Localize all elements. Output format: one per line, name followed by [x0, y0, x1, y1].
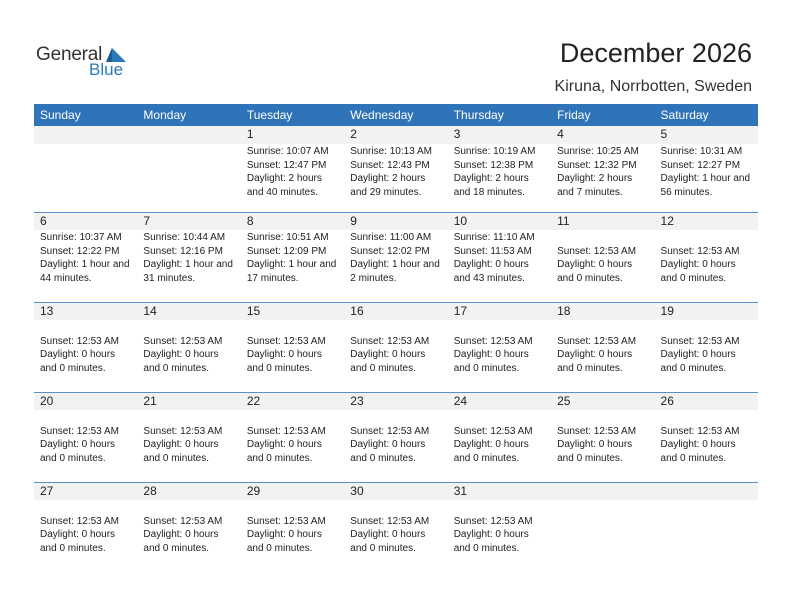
daylight-text: 56 minutes. [660, 186, 713, 198]
sunrise-text: Sunrise: 10:13 AM [350, 146, 432, 157]
day-number [551, 482, 654, 500]
calendar-week-row [34, 126, 758, 212]
sunset-text: Sunset: 12:32 PM [557, 159, 637, 171]
sunrise-text: Sunrise: 10:44 AM [143, 232, 226, 243]
day-number: 12 [655, 212, 758, 230]
daylight-text: and 0 minutes. [453, 452, 520, 464]
day-sun-info [448, 230, 551, 285]
sunset-text: Sunset: 12:53 AM [246, 335, 326, 347]
day-number: 10 [448, 212, 551, 230]
day-sun-info [344, 410, 447, 465]
day-sun-info [448, 320, 551, 375]
daylight-text: Daylight: 2 hours [557, 173, 633, 184]
calendar-day-cell [551, 392, 654, 482]
sunset-text: Sunset: 12:53 AM [40, 425, 119, 437]
daylight-text: and 43 minutes. [453, 272, 525, 284]
sunset-text: Sunset: 12:53 AM [557, 425, 637, 437]
weekday-header-saturday: Saturday [660, 108, 709, 122]
location-subtitle: Kiruna, Norrbotten, Sweden [554, 78, 752, 95]
calendar-day-cell [137, 212, 240, 302]
sunrise-text [661, 321, 754, 335]
daylight-text: Daylight: 0 hours [660, 439, 736, 450]
daylight-text: 2 minutes. [350, 272, 397, 284]
page-title: December 2026 [559, 38, 752, 68]
daylight-text: and 0 minutes. [350, 452, 416, 464]
daylight-text: and 0 minutes. [660, 452, 727, 464]
calendar-day-cell [344, 482, 447, 572]
daylight-text: Daylight: 0 hours [453, 439, 529, 450]
daylight-text: Daylight: 1 hour and [660, 173, 751, 184]
daylight-text: Daylight: 2 hours [453, 173, 529, 184]
daylight-text: Daylight: 0 hours [40, 349, 116, 360]
day-sun-info [34, 230, 137, 285]
calendar-day-empty [655, 482, 758, 572]
daylight-text: and 0 minutes. [557, 452, 623, 464]
calendar-day-cell [448, 392, 551, 482]
day-sun-info [655, 320, 758, 375]
day-number: 5 [655, 126, 758, 144]
day-sun-info [655, 230, 758, 285]
daylight-text: Daylight: 0 hours [40, 439, 116, 450]
day-sun-info [344, 144, 447, 199]
sunrise-text: Sunrise: 10:37 AM [40, 232, 122, 243]
day-sun-info [34, 144, 137, 145]
calendar-day-cell [551, 126, 654, 212]
daylight-text: Daylight: 0 hours [246, 529, 322, 540]
sunrise-text: Sunrise: 10:19 AM [453, 146, 536, 157]
daylight-text: and 0 minutes. [40, 542, 106, 554]
daylight-text: Daylight: 1 hour and [350, 259, 440, 270]
calendar-day-cell [241, 212, 344, 302]
calendar-day-cell [655, 212, 758, 302]
day-number: 1 [241, 126, 344, 144]
daylight-text: and 0 minutes. [350, 362, 416, 374]
calendar-day-empty [34, 126, 137, 212]
daylight-text: Daylight: 0 hours [350, 349, 426, 360]
sunrise-text [143, 501, 236, 515]
calendar-day-cell [241, 126, 344, 212]
day-sun-info [551, 500, 654, 501]
sunset-text: Sunset: 12:53 AM [453, 335, 533, 347]
calendar-day-cell [655, 392, 758, 482]
sunrise-text [350, 321, 443, 335]
day-sun-info [137, 230, 240, 285]
day-number: 20 [34, 392, 137, 410]
daylight-text: 31 minutes. [143, 272, 196, 284]
day-number: 8 [241, 212, 344, 230]
day-number [655, 482, 758, 500]
sunrise-text [247, 501, 340, 515]
daylight-text: and 0 minutes. [143, 452, 210, 464]
daylight-text: and 40 minutes. [246, 186, 319, 198]
day-sun-info [655, 410, 758, 465]
calendar-day-cell [241, 392, 344, 482]
daylight-text: Daylight: 2 hours [350, 173, 426, 184]
day-sun-info [241, 410, 344, 465]
calendar-day-empty [137, 126, 240, 212]
weekday-header-monday: Monday [143, 108, 187, 122]
day-sun-info [137, 144, 240, 145]
sunrise-text: Sunrise: 10:51 AM [246, 232, 329, 243]
daylight-text: Daylight: 0 hours [453, 529, 529, 540]
day-number: 26 [655, 392, 758, 410]
day-number: 4 [551, 126, 654, 144]
day-sun-info [655, 144, 758, 199]
calendar-week-row [34, 392, 758, 482]
calendar-week-row [34, 212, 758, 302]
sunset-text: Sunset: 12:53 AM [453, 425, 533, 437]
day-number: 27 [34, 482, 137, 500]
day-sun-info [551, 230, 654, 285]
logo-text-general: General [36, 44, 103, 65]
day-sun-info [448, 500, 551, 555]
daylight-text: and 0 minutes. [660, 272, 727, 284]
daylight-text: Daylight: 0 hours [246, 349, 322, 360]
sunrise-text: Sunrise: 11:00 AM [350, 232, 432, 243]
calendar-day-cell [241, 302, 344, 392]
daylight-text: and 18 minutes. [453, 186, 525, 198]
daylight-text: and 0 minutes. [246, 362, 313, 374]
calendar-day-cell [344, 392, 447, 482]
day-number: 29 [241, 482, 344, 500]
daylight-text: Daylight: 1 hour and [40, 259, 130, 270]
daylight-text: Daylight: 0 hours [557, 259, 633, 270]
day-sun-info [344, 230, 447, 285]
sunrise-text [557, 231, 650, 245]
day-sun-info [34, 410, 137, 465]
sunset-text: Sunset: 12:53 AM [143, 425, 223, 437]
day-sun-info [241, 144, 344, 199]
sunset-text: Sunset: 12:38 PM [453, 159, 534, 171]
day-sun-info [34, 500, 137, 555]
sunset-text: Sunset: 12:53 AM [246, 425, 326, 437]
generalblue-logo [36, 44, 136, 80]
day-number [137, 126, 240, 144]
sunset-text: Sunset: 12:02 PM [350, 245, 430, 257]
calendar-week-row [34, 482, 758, 572]
day-number: 11 [551, 212, 654, 230]
daylight-text: Daylight: 0 hours [453, 349, 529, 360]
daylight-text: and 0 minutes. [350, 542, 416, 554]
daylight-text: and 0 minutes. [660, 362, 727, 374]
sunset-text: Sunset: 12:53 AM [350, 335, 430, 347]
daylight-text: 17 minutes. [246, 272, 299, 284]
day-sun-info [448, 144, 551, 199]
sunset-text: Sunset: 12:53 AM [350, 515, 430, 527]
day-number: 30 [344, 482, 447, 500]
day-sun-info [34, 320, 137, 375]
day-number: 18 [551, 302, 654, 320]
calendar-day-cell [551, 302, 654, 392]
day-number: 24 [448, 392, 551, 410]
sunrise-text [454, 321, 547, 335]
daylight-text: Daylight: 1 hour and [246, 259, 337, 270]
day-number: 2 [344, 126, 447, 144]
sunset-text: Sunset: 12:53 AM [557, 335, 637, 347]
sunset-text: Sunset: 11:53 AM [453, 245, 532, 257]
calendar-day-cell [241, 482, 344, 572]
calendar-day-empty [551, 482, 654, 572]
daylight-text: Daylight: 0 hours [557, 349, 633, 360]
weekday-header-sunday: Sunday [40, 108, 81, 122]
daylight-text: 44 minutes. [40, 272, 92, 284]
day-number: 31 [448, 482, 551, 500]
sunrise-text: Sunrise: 10:31 AM [660, 146, 743, 157]
sunset-text: Sunset: 12:53 AM [557, 245, 637, 257]
daylight-text: Daylight: 0 hours [660, 349, 736, 360]
day-number: 15 [241, 302, 344, 320]
daylight-text: and 7 minutes. [557, 186, 623, 198]
daylight-text: Daylight: 0 hours [40, 529, 116, 540]
sunrise-text [350, 411, 443, 425]
calendar-day-cell [344, 212, 447, 302]
day-sun-info [551, 144, 654, 199]
calendar-day-cell [137, 392, 240, 482]
day-number: 22 [241, 392, 344, 410]
calendar-day-cell [344, 126, 447, 212]
weekday-header-wednesday: Wednesday [350, 108, 414, 122]
sunset-text: Sunset: 12:53 AM [246, 515, 326, 527]
calendar-day-cell [34, 482, 137, 572]
calendar-day-cell [551, 212, 654, 302]
day-number: 3 [448, 126, 551, 144]
day-sun-info [137, 320, 240, 375]
sunrise-text [350, 501, 443, 515]
logo-text-blue: Blue [89, 60, 124, 79]
daylight-text: and 29 minutes. [350, 186, 422, 198]
sunrise-text [40, 321, 133, 335]
daylight-text: Daylight: 2 hours [246, 173, 322, 184]
sunrise-text [143, 411, 236, 425]
calendar-week-row [34, 302, 758, 392]
sunset-text: Sunset: 12:22 PM [40, 245, 120, 257]
sunrise-text [661, 411, 754, 425]
day-sun-info [137, 500, 240, 555]
day-number: 9 [344, 212, 447, 230]
day-number: 21 [137, 392, 240, 410]
calendar-day-cell [34, 302, 137, 392]
sunrise-text [661, 231, 754, 245]
sunset-text: Sunset: 12:16 PM [143, 245, 223, 257]
daylight-text: Daylight: 0 hours [660, 259, 736, 270]
weekday-header-row [34, 104, 758, 126]
sunset-text: Sunset: 12:53 AM [40, 335, 119, 347]
weekday-header-tuesday: Tuesday [246, 108, 293, 122]
calendar-day-cell [137, 482, 240, 572]
sunrise-text [247, 411, 340, 425]
day-sun-info [551, 320, 654, 375]
daylight-text: Daylight: 0 hours [143, 439, 219, 450]
weekday-header-friday: Friday [557, 108, 591, 122]
sunrise-text [557, 321, 650, 335]
daylight-text: and 0 minutes. [40, 362, 106, 374]
sunrise-text [40, 411, 133, 425]
daylight-text: Daylight: 0 hours [557, 439, 633, 450]
sunset-text: Sunset: 12:53 AM [143, 335, 223, 347]
daylight-text: and 0 minutes. [557, 272, 623, 284]
day-number [34, 126, 137, 144]
day-number: 13 [34, 302, 137, 320]
day-number: 17 [448, 302, 551, 320]
daylight-text: Daylight: 0 hours [350, 529, 426, 540]
sunset-text: Sunset: 12:53 AM [660, 245, 740, 257]
day-sun-info [344, 320, 447, 375]
daylight-text: Daylight: 0 hours [143, 349, 219, 360]
weekday-header-thursday: Thursday [453, 108, 504, 122]
calendar-day-cell [34, 392, 137, 482]
day-sun-info [655, 500, 758, 501]
sunrise-text: Sunrise: 10:07 AM [246, 146, 329, 157]
sunset-text: Sunset: 12:53 AM [660, 335, 740, 347]
calendar-day-cell [448, 212, 551, 302]
calendar-day-cell [655, 126, 758, 212]
sunset-text: Sunset: 12:43 PM [350, 159, 430, 171]
daylight-text: and 0 minutes. [453, 542, 520, 554]
calendar-day-cell [448, 126, 551, 212]
day-number: 7 [137, 212, 240, 230]
calendar-day-cell [34, 212, 137, 302]
calendar-day-cell [655, 302, 758, 392]
sunrise-text: Sunrise: 10:25 AM [557, 146, 639, 157]
sunrise-text [454, 501, 547, 515]
day-number: 16 [344, 302, 447, 320]
daylight-text: and 0 minutes. [246, 452, 313, 464]
sunset-text: Sunset: 12:53 AM [40, 515, 119, 527]
day-sun-info [448, 410, 551, 465]
sunset-text: Sunset: 12:27 PM [660, 159, 741, 171]
daylight-text: and 0 minutes. [143, 362, 210, 374]
day-number: 19 [655, 302, 758, 320]
daylight-text: and 0 minutes. [143, 542, 210, 554]
daylight-text: Daylight: 1 hour and [143, 259, 233, 270]
day-sun-info [137, 410, 240, 465]
day-number: 25 [551, 392, 654, 410]
sunrise-text [40, 501, 133, 515]
daylight-text: Daylight: 0 hours [143, 529, 219, 540]
daylight-text: and 0 minutes. [453, 362, 520, 374]
day-sun-info [241, 320, 344, 375]
day-number: 28 [137, 482, 240, 500]
daylight-text: Daylight: 0 hours [453, 259, 529, 270]
sunset-text: Sunset: 12:53 AM [350, 425, 430, 437]
sunset-text: Sunset: 12:53 AM [143, 515, 223, 527]
sunset-text: Sunset: 12:09 PM [246, 245, 327, 257]
daylight-text: and 0 minutes. [246, 542, 313, 554]
calendar-day-cell [137, 302, 240, 392]
sunrise-text: Sunrise: 11:10 AM [453, 232, 535, 243]
day-number: 23 [344, 392, 447, 410]
calendar-grid [34, 104, 758, 572]
day-sun-info [241, 500, 344, 555]
day-sun-info [551, 410, 654, 465]
day-sun-info [241, 230, 344, 285]
calendar-day-cell [448, 482, 551, 572]
daylight-text: and 0 minutes. [557, 362, 623, 374]
day-sun-info [344, 500, 447, 555]
calendar-day-cell [448, 302, 551, 392]
day-number: 14 [137, 302, 240, 320]
sunrise-text [557, 411, 650, 425]
sunrise-text [454, 411, 547, 425]
sunset-text: Sunset: 12:47 PM [246, 159, 327, 171]
calendar-weeks [34, 126, 758, 572]
sunrise-text [143, 321, 236, 335]
daylight-text: Daylight: 0 hours [350, 439, 426, 450]
sunrise-text [247, 321, 340, 335]
calendar-day-cell [344, 302, 447, 392]
daylight-text: Daylight: 0 hours [246, 439, 322, 450]
day-number: 6 [34, 212, 137, 230]
sunset-text: Sunset: 12:53 AM [660, 425, 740, 437]
sunset-text: Sunset: 12:53 AM [453, 515, 533, 527]
daylight-text: and 0 minutes. [40, 452, 106, 464]
